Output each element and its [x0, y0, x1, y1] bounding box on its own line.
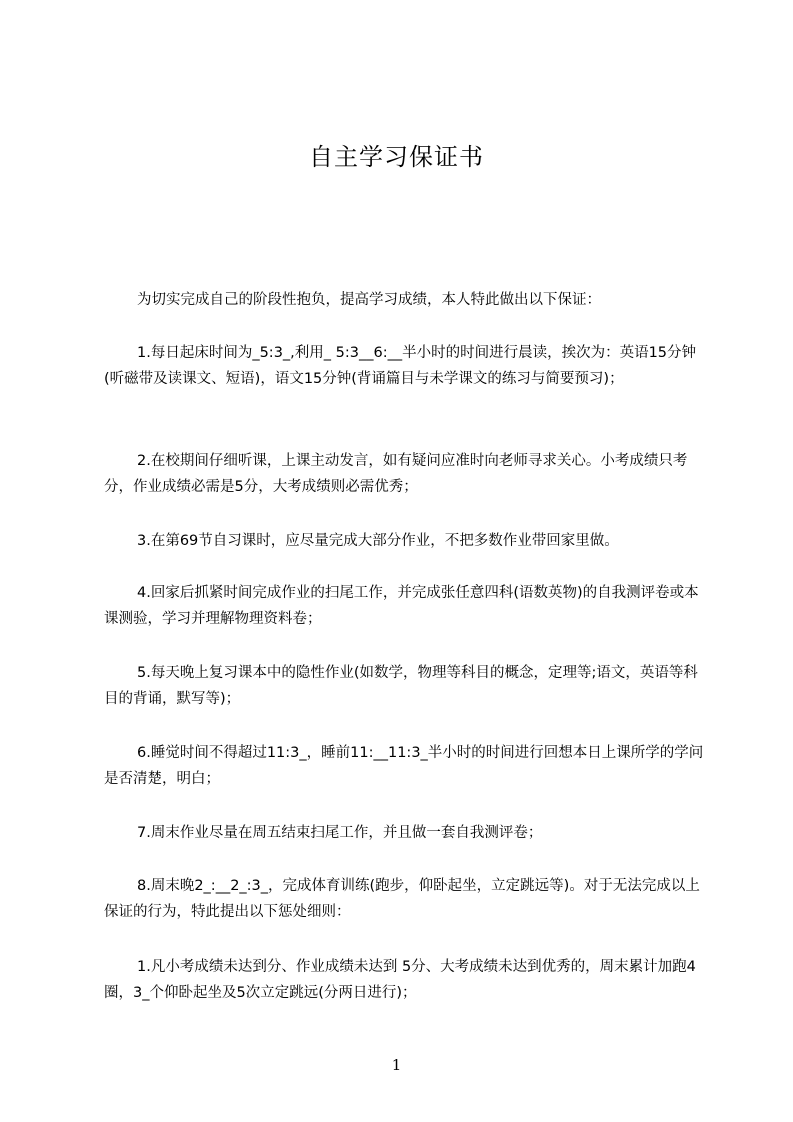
paragraph-item-1: 1.每日起床时间为_5:3_,利用_ 5:3__6:__半小时的时间进行晨读，挨次为：英语15分钟(听磁带及读课文、短语)，语文15分钟(背诵篇目与未学课文的练习与简要预习)； [104, 345, 697, 387]
paragraph-item-5: 5.每天晚上复习课本中的隐性作业(如数学，物理等科目的概念，定理等;语文，英语等科目的背诵，默写等)； [104, 665, 698, 707]
document-title: 自主学习保证书 [309, 143, 484, 171]
intro-paragraph: 为切实完成自己的阶段性抱负，提高学习成绩，本人特此做出以下保证： [137, 292, 601, 308]
paragraph-item-6: 6.睡觉时间不得超过11:3_，睡前11:__11:3_半小时的时间进行回想本日上课所学的学问是否清楚，明白； [104, 745, 704, 787]
paragraph-item-2: 2.在校期间仔细听课，上课主动发言，如有疑问应准时向老师寻求关心。小考成绩只考分，作业成绩必需是5分，大考成绩则必需优秀； [104, 453, 688, 495]
penalty-item-1: 1.凡小考成绩未达到分、作业成绩未达到 5分、大考成绩未达到优秀的，周末累计加跑4圈，3_个仰卧起坐及5次立定跳远(分两日进行)； [104, 959, 696, 1001]
paragraph-item-4: 4.回家后抓紧时间完成作业的扫尾工作，并完成张任意四科(语数英物)的自我测评卷或本课测验，学习并理解物理资料卷； [104, 585, 699, 627]
paragraph-item-8: 8.周末晚2_:__2_:3_，完成体育训练(跑步，仰卧起坐，立定跳远等)。对于无法完成以上保证的行为，特此提出以下惩处细则： [104, 878, 700, 920]
paragraph-item-7: 7.周末作业尽量在周五结束扫尾工作，并且做一套自我测评卷； [137, 825, 543, 841]
paragraph-item-3: 3.在第69节自习课时，应尽量完成大部分作业，不把多数作业带回家里做。 [137, 533, 619, 549]
page-number: 1 [391, 1056, 402, 1074]
